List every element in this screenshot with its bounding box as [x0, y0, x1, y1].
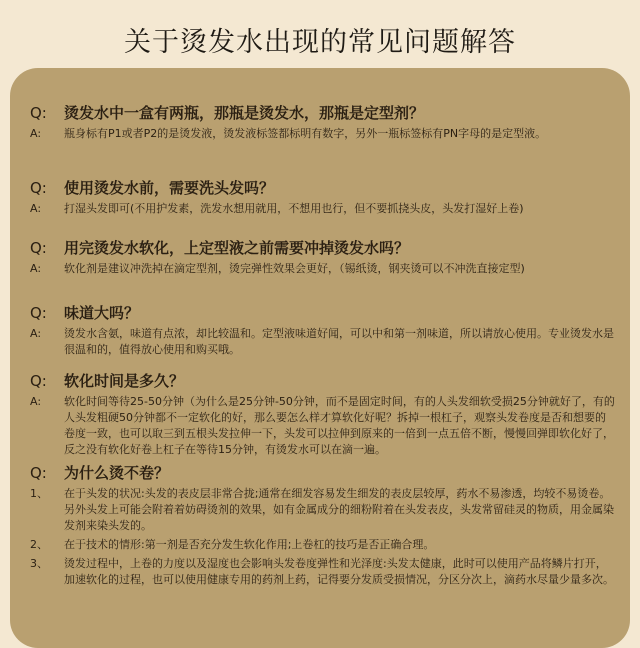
question [30, 463, 615, 483]
reason-number: 2、 [30, 538, 48, 551]
q-prefix: Q: [30, 464, 47, 482]
answer-text: 瓶身标有P1或者P2的是烫发液，烫发液标签都标明有数字，另外一瓶标签标有PN字母的是定型液。 [64, 127, 547, 140]
reason-number: 1、 [30, 487, 48, 500]
reason-text: 在于技术的情形:第一剂是否充分发生软化作用;上卷杠的技巧是否正确合理。 [64, 538, 435, 551]
answer [30, 201, 615, 217]
answer [30, 394, 615, 458]
qa-item-4 [30, 303, 615, 358]
page-title: 关于烫发水出现的常见问题解答 [124, 27, 516, 58]
answer-text: 打湿头发即可(不用护发素，洗发水想用就用，不想用也行，但不要抓挠头皮，头发打湿好上卷) [64, 202, 524, 215]
reason-text: 烫发过程中，上卷的力度以及湿度也会影响头发卷度弹性和光泽度:头发太健康，此时可以使用产品将鳞片打开，加速软化的过程，也可以使用健康专用的药剂上药，记得要分发质受损情况，分区分次上，滴药水尽量少量多次。 [64, 557, 614, 586]
a-prefix: A: [30, 202, 42, 215]
reason-item [30, 537, 615, 553]
qa-item-2 [30, 178, 615, 217]
a-prefix: A: [30, 327, 42, 340]
answer-text: 软化剂是建议冲洗掉在滴定型剂，烫完弹性效果会更好，（锡纸烫，钢夹烫可以不冲洗直接定型) [64, 262, 525, 275]
reason-item [30, 556, 615, 588]
question [30, 178, 615, 198]
qa-item-1 [30, 103, 615, 142]
question [30, 238, 615, 258]
question [30, 371, 615, 391]
question-text: 味道大吗？ [64, 304, 140, 322]
answer [30, 261, 615, 277]
question-text: 使用烫发水前，需要洗头发吗？ [64, 179, 275, 197]
q-prefix: Q: [30, 372, 47, 390]
qa-item-3 [30, 238, 615, 277]
question-text: 软化时间是多久？ [64, 372, 185, 390]
question-text: 为什么烫不卷？ [64, 464, 170, 482]
question-text: 烫发水中一盒有两瓶，那瓶是烫发水，那瓶是定型剂？ [64, 104, 425, 122]
q-prefix: Q: [30, 104, 47, 122]
reason-number: 3、 [30, 557, 48, 570]
reason-text: 在于头发的状况:头发的表皮层非常合拢;通常在细发容易发生细发的表皮层较厚，药水不易渗透，均较不易烫卷。另外头发上可能会附着着妨碍烫剂的效果，如有金属成分的细粉附着在头发表皮，头发常留硅灵的物质，用金属染发剂来染头发的。 [64, 487, 614, 532]
qa-item-6 [30, 463, 615, 588]
answer-text: 烫发水含氨，味道有点浓，却比较温和。定型液味道好闻，可以中和第一剂味道，所以请放心使用。专业烫发水是很温和的，值得放心使用和购买哦。 [64, 327, 614, 356]
reason-item [30, 486, 615, 534]
q-prefix: Q: [30, 239, 47, 257]
question-text: 用完烫发水软化，上定型液之前需要冲掉烫发水吗？ [64, 239, 410, 257]
answer [30, 126, 615, 142]
q-prefix: Q: [30, 179, 47, 197]
a-prefix: A: [30, 262, 42, 275]
qa-item-5 [30, 371, 615, 458]
question [30, 103, 615, 123]
answer [30, 326, 615, 358]
a-prefix: A: [30, 395, 42, 408]
question [30, 303, 615, 323]
a-prefix: A: [30, 127, 42, 140]
answer-text: 软化时间等待25-50分钟（为什么是25分钟-50分钟，而不是固定时间，有的人头发细软受损25分钟就好了，有的人头发粗硬50分钟都不一定软化的好，那么要怎么样才算软化好呢？拆掉一根杠子，观察头发卷度是否和想要的卷度一致，也可以取三到五根头发拉伸一下，头发可以拉伸到原来的一倍到一点五倍不断，慢慢回弹即软化好了，反之没有软化好卷上杠子在等待15分钟，有烫发水可以在滴一遍。 [64, 395, 615, 456]
q-prefix: Q: [30, 304, 47, 322]
